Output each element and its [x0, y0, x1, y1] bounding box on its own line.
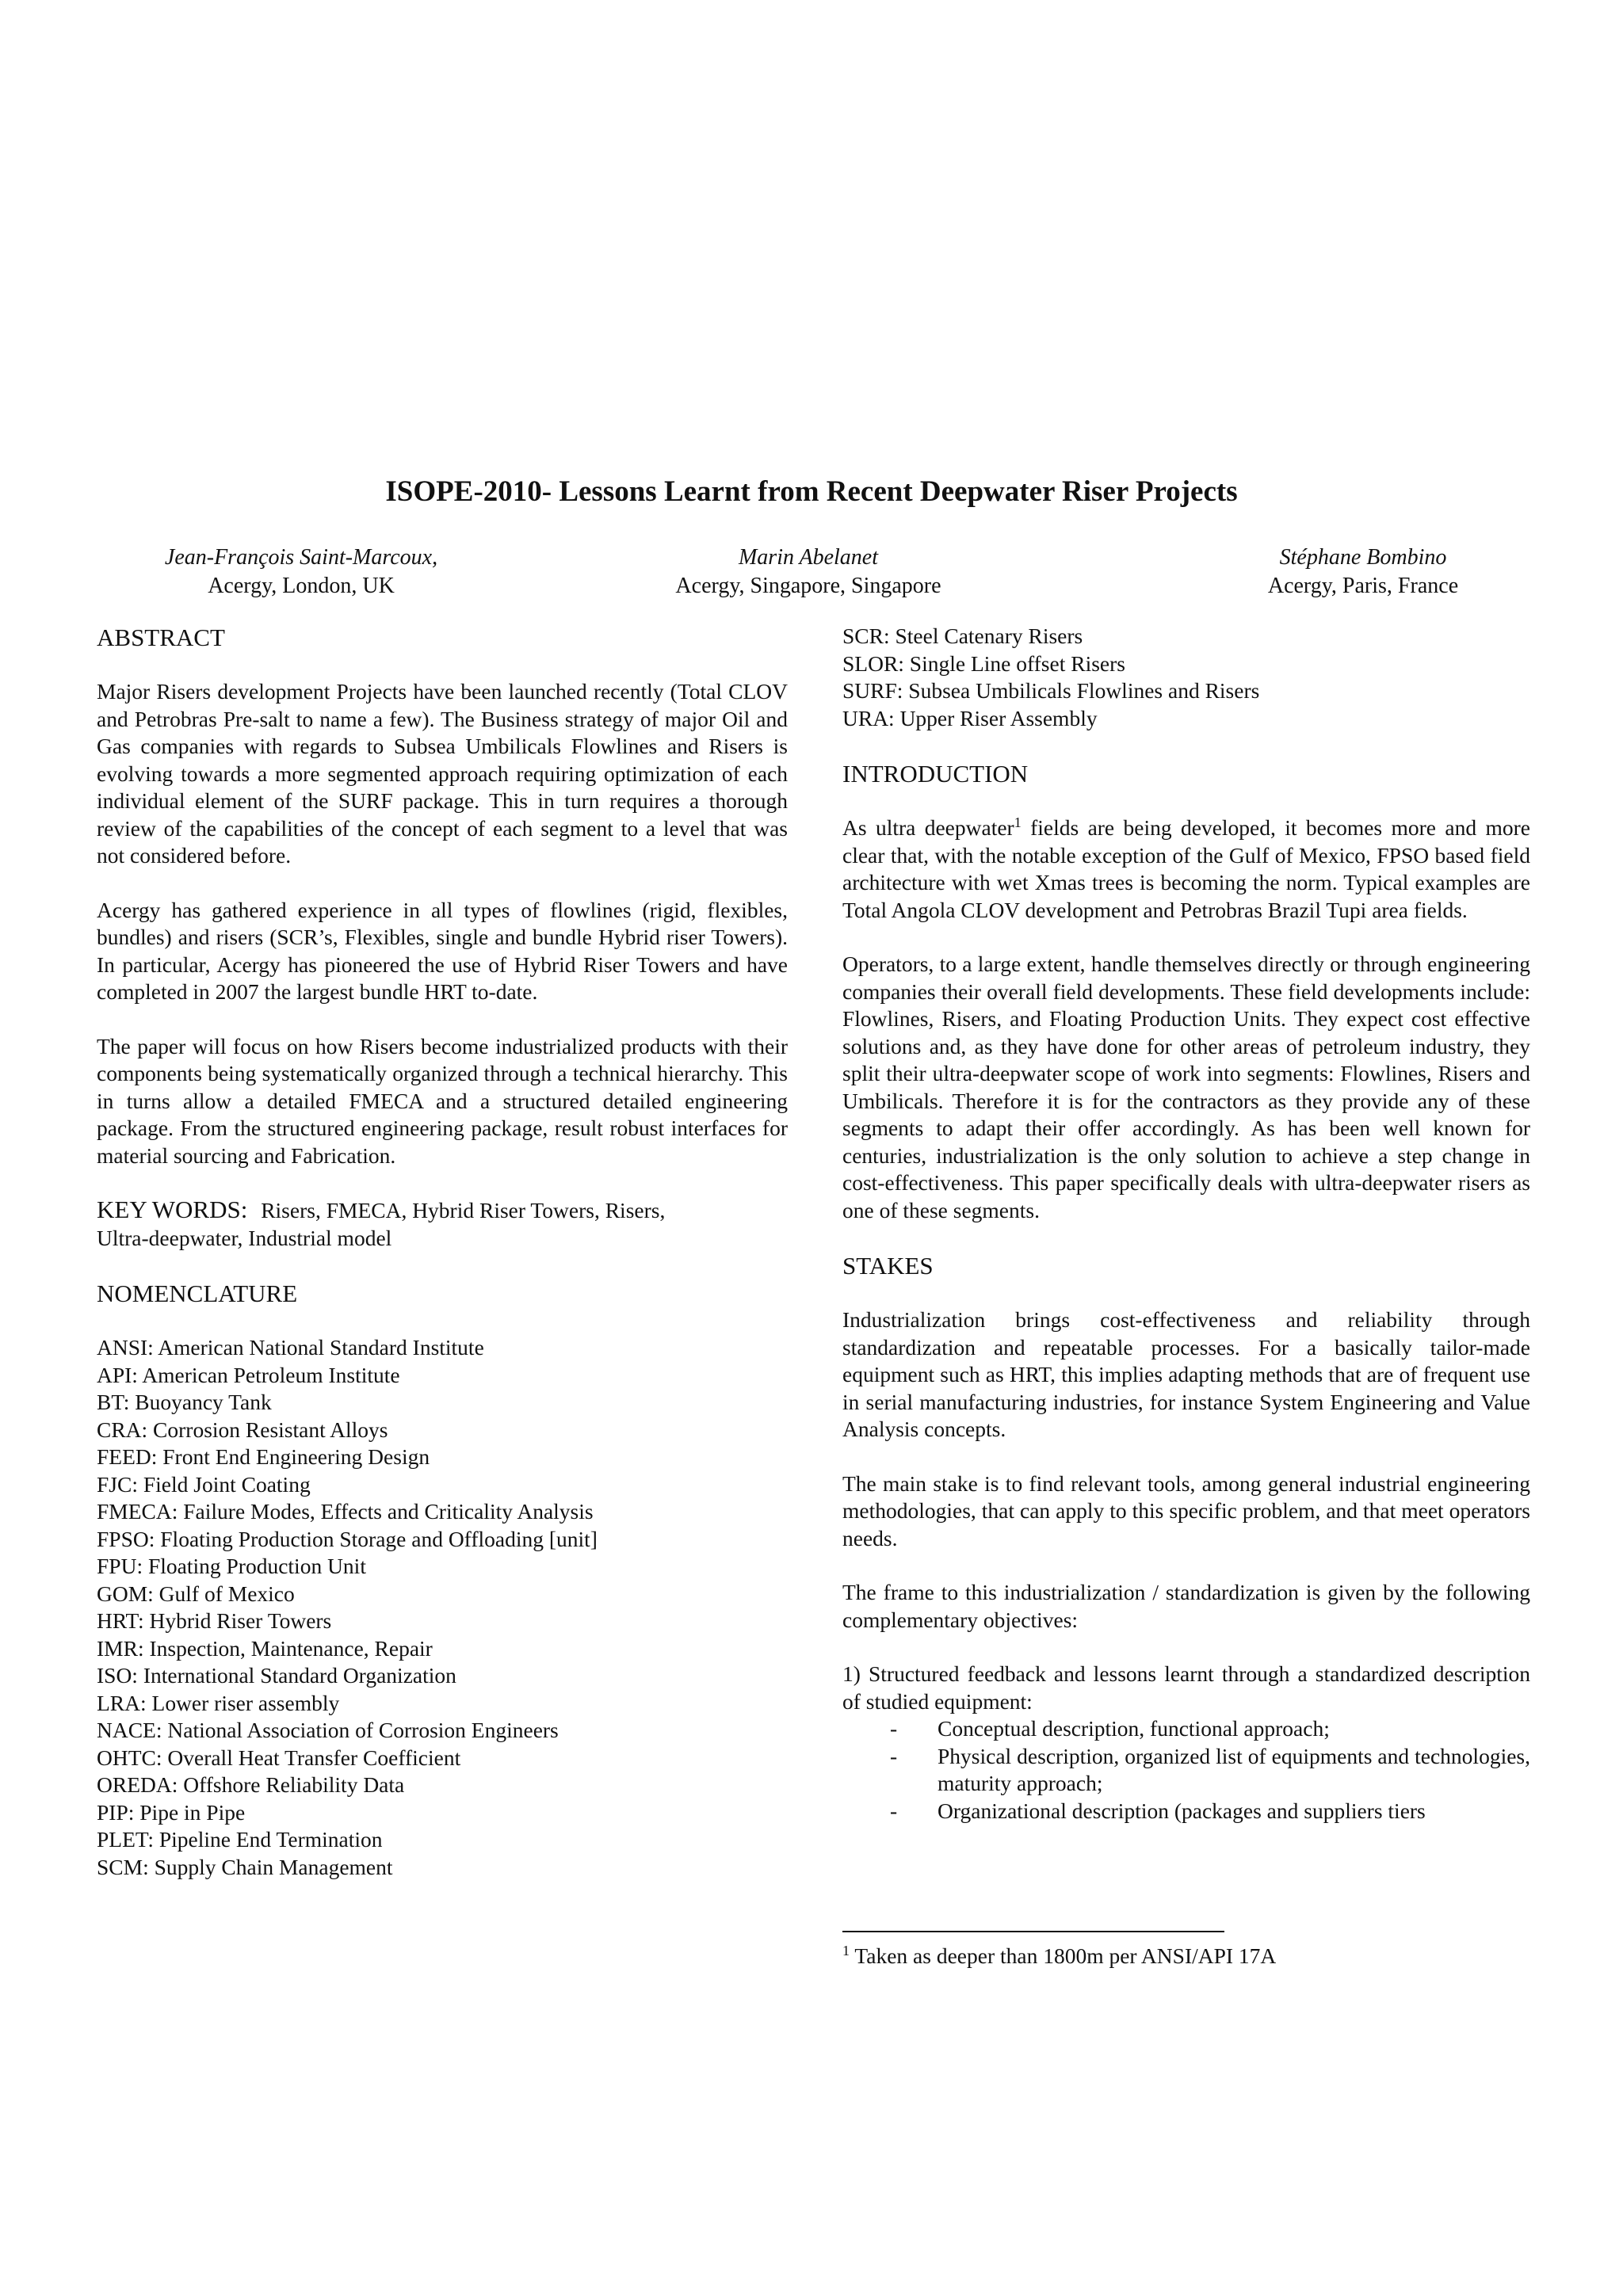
nomenclature-item: PIP: Pipe in Pipe — [97, 1799, 246, 1825]
stakes-heading: STAKES — [842, 1252, 934, 1280]
nomenclature-item: FJC: Field Joint Coating — [97, 1471, 311, 1497]
nomenclature-item: BT: Buoyancy Tank — [97, 1390, 272, 1414]
stakes-paragraph: The frame to this industrialization / standardization is given by the following complementary objectives: — [842, 1580, 1530, 1632]
author-affiliation: Acergy, London, UK — [208, 574, 395, 598]
stakes-bullet-list — [842, 1715, 1530, 1825]
intro-text: As ultra deepwater — [842, 815, 1014, 840]
nomenclature-item: ISO: International Standard Organization — [97, 1663, 456, 1688]
list-item: - Conceptual description, functional approach; — [890, 1716, 1330, 1741]
nomenclature-item: SLOR: Single Line offset Risers — [842, 650, 1125, 676]
abstract-paragraph: Acergy has gathered experience in all types of flowlines (rigid, flexibles, bundles) and risers (SCR’s, Flexibles, single and bundle Hybrid riser Towers). In particular, Acergy has pioneered the use of Hybrid Riser Towers and have completed in 2007 the largest bundle HRT to-date. — [97, 897, 788, 1004]
footnote-number: 1 — [842, 1942, 850, 1958]
author-name: Marin Abelanet — [738, 545, 878, 570]
keywords-line-1: Risers, FMECA, Hybrid Riser Towers, Risers, — [261, 1198, 666, 1222]
author-affiliation: Acergy, Singapore, Singapore — [675, 574, 941, 598]
abstract-paragraph: Major Risers development Projects have been launched recently (Total CLOV and Petrobras Pre-salt to name a few). The Business strategy of major Oil and Gas companies with regards to Subsea Umbilicals Flowlines and Risers is evolving towards a more segmented approach requiring optimization of each individual element of the SURF package. This in turn requires a thorough review of the capabilities of the concept of each segment to a level that was not considered before. — [97, 679, 788, 868]
list-item: - Physical description, organized list of equipments and technologies, maturity approach; — [890, 1743, 1530, 1795]
stakes-paragraph: The main stake is to find relevant tools, among general industrial engineering methodologies, that can apply to this specific problem, and that meet operators needs. — [842, 1470, 1530, 1550]
keywords-label: KEY WORDS: — [97, 1196, 248, 1223]
footnote — [842, 1943, 1276, 1970]
keywords — [97, 1196, 788, 1252]
stakes-paragraph: 1) Structured feedback and lessons learnt through a standardized description of studied equipment: — [842, 1661, 1530, 1714]
keywords-line-2: Ultra-deepwater, Industrial model — [97, 1225, 392, 1250]
nomenclature-heading: NOMENCLATURE — [97, 1280, 298, 1307]
nomenclature-item: SURF: Subsea Umbilicals Flowlines and Risers — [842, 678, 1260, 703]
list-item-text: Organizational description (packages and suppliers tiers — [938, 1798, 1426, 1823]
nomenclature-list — [97, 1334, 788, 1881]
footnote-marker: 1 — [1014, 814, 1022, 830]
nomenclature-item: FMECA: Failure Modes, Effects and Criticality Analysis — [97, 1499, 594, 1524]
introduction-heading: INTRODUCTION — [842, 760, 1029, 788]
nomenclature-item: API: American Petroleum Institute — [97, 1362, 400, 1387]
author-3 — [1212, 543, 1514, 601]
nomenclature-item: IMR: Inspection, Maintenance, Repair — [97, 1635, 433, 1661]
nomenclature-item: URA: Upper Riser Assembly — [842, 705, 1098, 730]
introduction-paragraph — [842, 814, 1530, 924]
left-column — [97, 623, 788, 1881]
footnote-text: Taken as deeper than 1800m per ANSI/API 17A — [850, 1943, 1277, 1968]
list-item-text: Conceptual description, functional approach; — [938, 1716, 1330, 1741]
abstract-paragraph: The paper will focus on how Risers become industrialized products with their components being systematically organized through a technical hierarchy. This in turns allow a detailed FMECA and a structured detailed engineering package. From the structured engineering package, result robust interfaces for material sourcing and Fabrication. — [97, 1033, 788, 1168]
introduction-paragraph: Operators, to a large extent, handle themselves directly or through engineering companies their overall field developments. These field developments include: Flowlines, Risers, and Floating Production Units. They expect cost effective solutions and, as they have done for other areas of petroleum industry, they split their ultra-deepwater scope of work into segments: Flowlines, Risers and Umbilicals. Therefore it is for the contractors as they provide any of these segments to adapt their offer accordingly. As has been well known for centuries, industrialization is the only solution to achieve a step change in cost-effectiveness. This paper specifically deals with ultra-deepwater risers as one of these segments. — [842, 952, 1530, 1222]
author-affiliation: Acergy, Paris, France — [1267, 574, 1459, 598]
nomenclature-list-continued — [842, 623, 1530, 732]
author-2 — [658, 543, 959, 601]
nomenclature-item: FPSO: Floating Production Storage and Offloading [unit] — [97, 1526, 598, 1551]
author-name: Jean-François Saint-Marcoux, — [164, 545, 438, 570]
list-item: - Organizational description (packages and suppliers tiers — [890, 1798, 1426, 1823]
author-name: Stéphane Bombino — [1279, 545, 1447, 570]
nomenclature-item: GOM: Gulf of Mexico — [97, 1581, 295, 1606]
nomenclature-item: CRA: Corrosion Resistant Alloys — [97, 1417, 388, 1442]
footnote-divider — [842, 1931, 1224, 1932]
list-item-text: Physical description, organized list of equipments and technologies, maturity approach; — [938, 1743, 1530, 1795]
nomenclature-item: LRA: Lower riser assembly — [97, 1690, 340, 1715]
right-column — [842, 623, 1530, 1825]
nomenclature-item: OHTC: Overall Heat Transfer Coefficient — [97, 1745, 461, 1770]
page-title: ISOPE-2010- Lessons Learnt from Recent Deepwater Riser Projects — [385, 475, 1238, 508]
abstract-heading: ABSTRACT — [97, 624, 225, 651]
nomenclature-item: PLET: Pipeline End Termination — [97, 1827, 383, 1852]
stakes-paragraph: Industrialization brings cost-effectiveness and reliability through standardization and repeatable processes. For a basically tailor-made equipment such as HRT, this implies adapting methods that are of frequent use in serial manufacturing industries, for instance System Engineering and Value Analysis concepts. — [842, 1307, 1530, 1441]
author-1 — [151, 543, 452, 601]
intro-text: fields are being developed, it becomes more and more clear that, with the notable exception of the Gulf of Mexico, FPSO based field architecture with wet Xmas trees is becoming the norm. Typical examples are Total Angola CLOV development and Petrobras Brazil Tupi area fields. — [842, 815, 1530, 922]
nomenclature-item: ANSI: American National Standard Institute — [97, 1335, 484, 1360]
nomenclature-item: SCR: Steel Catenary Risers — [842, 624, 1083, 648]
nomenclature-item: FEED: Front End Engineering Design — [97, 1444, 430, 1469]
nomenclature-item: OREDA: Offshore Reliability Data — [97, 1772, 405, 1797]
nomenclature-item: FPU: Floating Production Unit — [97, 1554, 366, 1578]
nomenclature-item: SCM: Supply Chain Management — [97, 1854, 393, 1879]
nomenclature-item: NACE: National Association of Corrosion Engineers — [97, 1718, 559, 1742]
nomenclature-item: HRT: Hybrid Riser Towers — [97, 1608, 332, 1633]
